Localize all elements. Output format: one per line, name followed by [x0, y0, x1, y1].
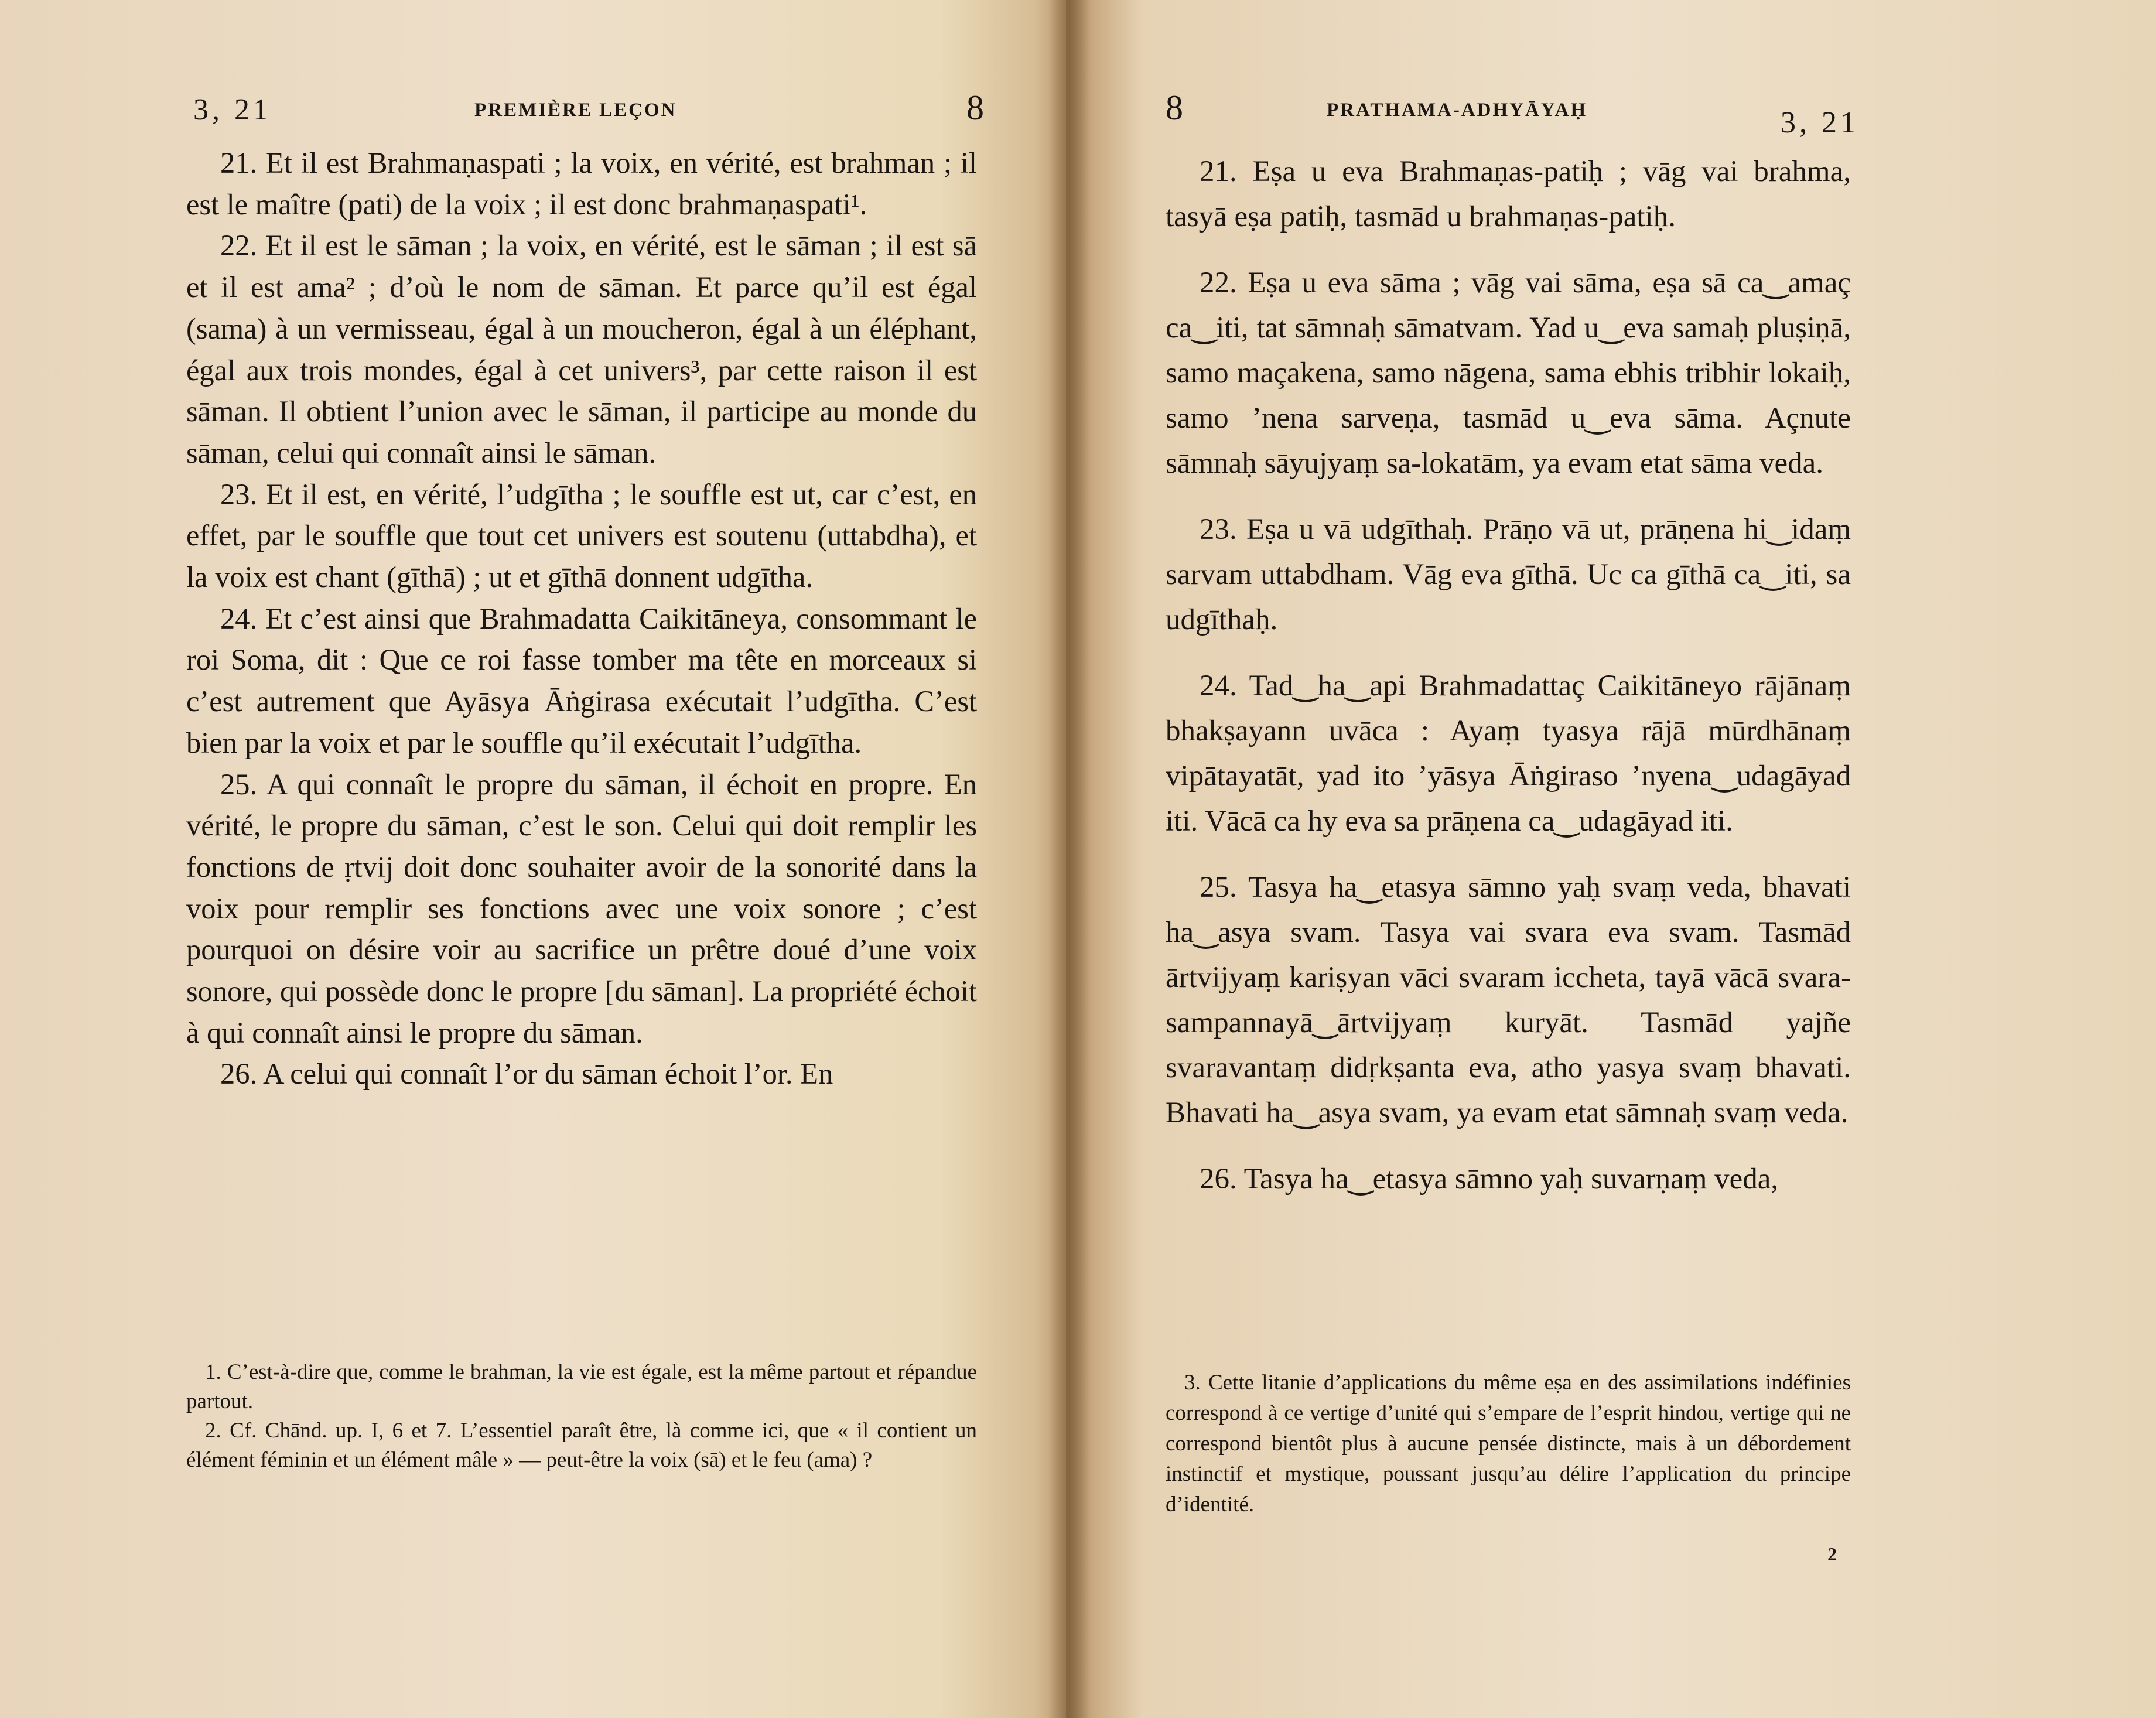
left-paragraph-26: 26. A celui qui connaît l’or du sāman échoit l’or. En — [220, 1057, 833, 1091]
left-paragraph-23: 23. Et il est, en vérité, l’udgītha ; le souffle est ut, car c’est, en effet, par le souffle que tout cet univers est soutenu (uttabdha), et la voix est chant (gīthā) ; ut et gīthā donnent udgītha. — [186, 477, 977, 594]
left-page — [0, 0, 1066, 1718]
left-running-head — [193, 88, 990, 129]
left-paragraph-24: 24. Et c’est ainsi que Brahmadatta Caikitāneya, consommant le roi Soma, dit : Que ce roi fasse tomber ma tête en morceaux si c’est autrement que Ayāsya Āṅgirasa exécutait l’udgītha. C’est bien par la voix et par le souffle qu’il exécutait l’udgītha. — [186, 602, 977, 759]
left-footnote-1: 1. C’est-à-dire que, comme le brahman, la vie est égale, est la même partout et répandue partout. — [186, 1360, 977, 1413]
right-paragraph-24: 24. Tad‿ha‿api Brahmadattaç Caikitāneyo rājānaṃ bhakṣayann uvāca : Ayaṃ tyasya rājā mūrdhānaṃ vipātayatāt, yad ito ’yāsya Āṅgiraso ’nyena‿udagāyad iti. Vācā ca hy eva sa prāṇena ca‿udagāyad iti. — [1166, 670, 1851, 838]
left-paragraph-21: 21. Et il est Brahmaṇaspati ; la voix, en vérité, est brahman ; il est le maître (pati) de la voix ; il est donc brahmaṇaspati¹. — [186, 146, 977, 221]
left-paragraph-25: 25. A qui connaît le propre du sāman, il échoit en propre. En vérité, le propre du sāman, c’est le son. Celui qui doit remplir les fonctions de ṛtvij doit donc souhaiter avoir de la sonorité dans la voix pour remplir ses fonctions avec une voix sonore ; c’est pourquoi on désire voir au sacrifice un prêtre doué d’une voix sonore, qui possède donc le propre [du sāman]. La propriété échoit à qui connaît ainsi le propre du sāman. — [186, 767, 977, 1049]
left-paragraph-22: 22. Et il est le sāman ; la voix, en vérité, est le sāman ; il est sā et il est ama² ; d’où le nom de sāman. Et parce qu’il est égal (sama) à un vermisseau, égal à un moucheron, égal à un éléphant, égal aux trois mondes, égal à cet univers³, par cette raison il est sāman. Il obtient l’union avec le sāman, il participe au monde du sāman, celui qui connaît ainsi le sāman. — [186, 229, 977, 469]
right-paragraph-22: 22. Eṣa u eva sāma ; vāg vai sāma, eṣa sā ca‿amaç ca‿iti, tat sāmnaḥ sāmatvam. Yad u‿eva samaḥ pluṣiṇā, samo maçakena, samo nāgena, sama ebhis tribhir lokaiḥ, samo ’nena sarveṇa, tasmād u‿eva sāma. Açnute sāmnaḥ sāyujyaṃ sa-lokatām, ya evam etat sāma veda. — [1166, 267, 1851, 480]
right-paragraph-23: 23. Eṣa u vā udgīthaḥ. Prāṇo vā ut, prāṇena hi‿idaṃ sarvam uttabdham. Vāg eva gīthā. Uc ca gīthā ca‿iti, sa udgīthaḥ. — [1166, 513, 1851, 636]
left-running-title: PREMIÈRE LEÇON — [474, 100, 677, 121]
right-running-title: PRATHAMA-ADHYĀYAḤ — [1327, 100, 1588, 121]
right-section-ref: 3, 21 — [1781, 106, 1859, 139]
right-page-number: 8 — [1166, 88, 1183, 127]
right-body-text — [1166, 149, 1851, 1223]
book-gutter — [1048, 0, 1089, 1718]
right-paragraph-26: 26. Tasya ha‿etasya sāmno yaḥ suvarṇaṃ veda, — [1200, 1163, 1779, 1196]
right-paragraph-25: 25. Tasya ha‿etasya sāmno yaḥ svaṃ veda, bhavati ha‿asya svam. Tasya vai svara eva svam. Tasmād ārtvijyaṃ kariṣyan vāci svaram iccheta, tayā vācā svara-sampannayā‿ārtvijyaṃ kuryāt. Tasmād yajñe svaravantaṃ didṛkṣanta eva, atho yasya svaṃ bhavati. Bhavati ha‿asya svam, ya evam etat sāmnaḥ svaṃ veda. — [1166, 871, 1851, 1129]
left-section-ref: 3, 21 — [193, 93, 272, 127]
right-running-head — [1166, 88, 1874, 139]
left-footnote-2: 2. Cf. Chānd. up. I, 6 et 7. L’essentiel paraît être, là comme ici, que « il contient un élément féminin et un élément mâle » — peut-être la voix (sā) et le feu (ama) ? — [186, 1419, 977, 1472]
left-page-number: 8 — [966, 88, 984, 127]
signature-mark: 2 — [1827, 1543, 1837, 1565]
right-footnote-3: 3. Cette litanie d’applications du même eṣa en des assimilations indéfinies correspond à ce vertige d’unité qui s’empare de l’esprit hindou, vertige qui ne correspond bientôt plus à aucune pensée distincte, mais à un débordement instinctif et mystique, poussant jusqu’au délire l’application du principe d’identité. — [1166, 1371, 1851, 1517]
left-body-text — [186, 142, 977, 1095]
right-page — [1066, 0, 2156, 1718]
right-footnotes — [1166, 1368, 1851, 1520]
right-paragraph-21: 21. Eṣa u eva Brahmaṇas-patiḥ ; vāg vai brahma, tasyā eṣa patiḥ, tasmād u brahmaṇas-patiḥ. — [1166, 155, 1851, 233]
left-footnotes — [186, 1358, 977, 1475]
